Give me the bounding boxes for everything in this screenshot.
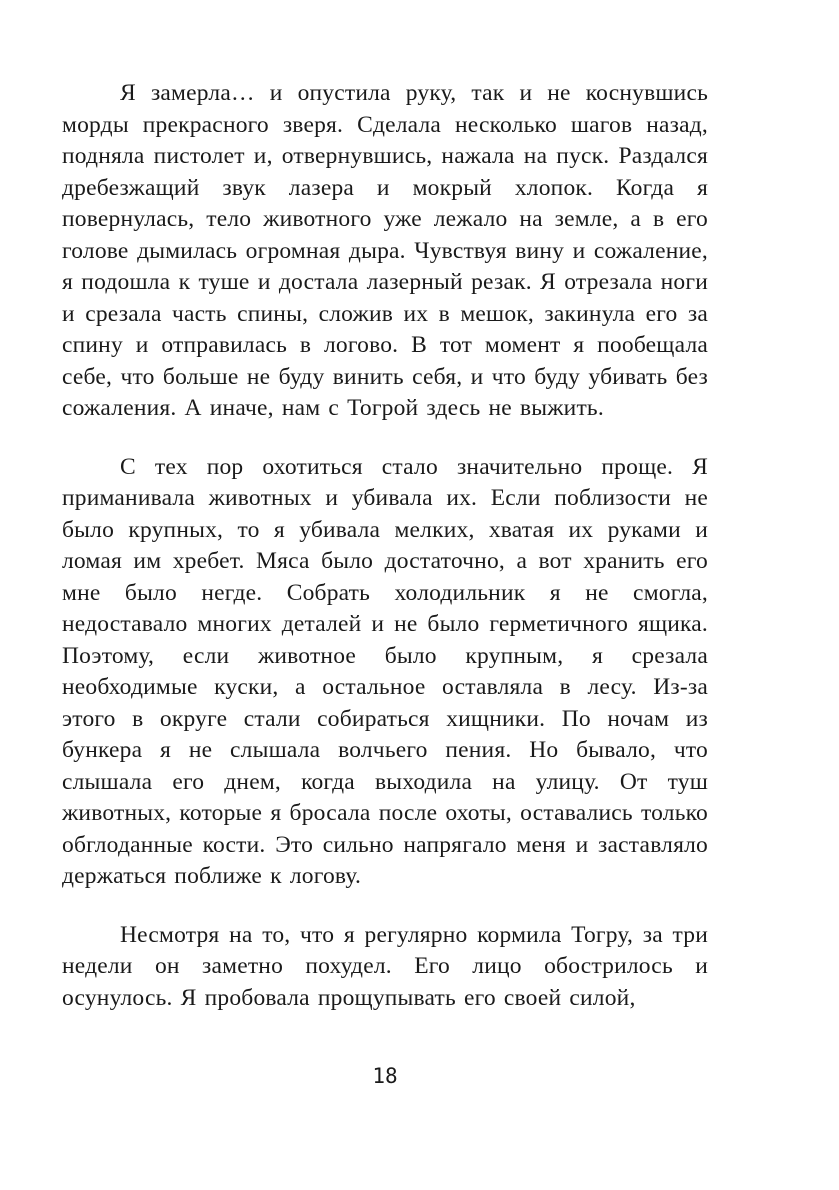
page-text [62, 78, 708, 1014]
paragraph-2: С тех пор охотиться стало значительно проще. Я приманивала животных и убивала их. Если поблизости не было крупных, то я убивала мелких, хватая их руками и ломая им хребет. Мяса было достаточно, а вот хранить его мне было негде. Собрать холодильник я не смогла, недоставало многих деталей и не было герметичного ящика. Поэтому, если животное было крупным, я срезала необходимые куски, а остальное оставляла в лесу. Из-за этого в округе стали собираться хищники. По ночам из бункера я не слышала волчьего пения. Но бывало, что слышала его днем, когда выходила на улицу. От туш животных, которые я бросала после охоты, оставались только обглоданные кости. Это сильно напрягало меня и заставляло держаться поближе к логову. [62, 453, 708, 889]
page-number: 18 [372, 1064, 398, 1088]
paragraph-1: Я замерла… и опустила руку, так и не коснувшись морды прекрасного зверя. Сделала несколько шагов назад, подняла пистолет и, отвернувшись, нажала на пуск. Раздался дребезжащий звук лазера и мокрый хлопок. Когда я повернулась, тело животного уже лежало на земле, а в его голове дымилась огромная дыра. Чувствуя вину и сожаление, я подошла к туше и достала лазерный резак. Я отрезала ноги и срезала часть спины, сложив их в мешок, закинула его за спину и отправилась в логово. В тот момент я пообещала себе, что больше не буду винить себя, и что буду убивать без сожаления. А иначе, нам с Тогрой здесь не выжить. [62, 80, 708, 421]
paragraph-3: Несмотря на то, что я регулярно кормила Тогру, за три недели он заметно похудел. Его лицо обострилось и осунулось. Я пробовала прощупывать его своей силой, [62, 921, 708, 1011]
